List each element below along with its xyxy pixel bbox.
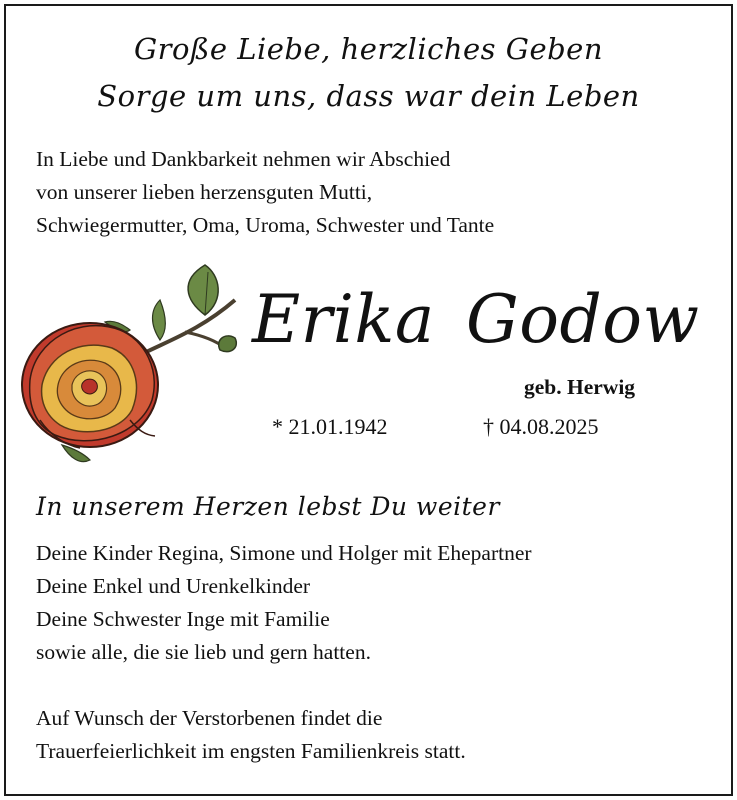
motto-line-2: Sorge um uns, dass war dein Leben [97, 79, 640, 113]
death-date: † 04.08.2025 [483, 414, 599, 439]
intro-line: von unserer lieben herzensguten Mutti, [36, 180, 373, 204]
deceased-last-name: Godow [466, 281, 700, 358]
motto-line-1: Große Liebe, herzliches Geben [133, 32, 604, 66]
birth-date: * 21.01.1942 [272, 414, 388, 439]
mourner-line: Deine Schwester Inge mit Familie [36, 607, 330, 631]
birth-name: geb. Herwig [524, 375, 636, 399]
mourners-list [36, 537, 532, 669]
deceased-first-name: Erika [252, 281, 435, 358]
intro-line: In Liebe und Dankbarkeit nehmen wir Abschied [36, 147, 451, 171]
notice-line: Auf Wunsch der Verstorbenen findet die [36, 706, 383, 730]
mourner-line: Deine Kinder Regina, Simone und Holger mit Ehepartner [36, 541, 532, 565]
rose-icon [20, 260, 250, 470]
notice-line: Trauerfeierlichkeit im engsten Familienkreis statt. [36, 739, 466, 763]
heart-line: In unserem Herzen lebst Du weiter [36, 492, 500, 521]
intro-line: Schwiegermutter, Oma, Uroma, Schwester und Tante [36, 213, 495, 237]
mourner-line: Deine Enkel und Urenkelkinder [36, 574, 311, 598]
mourner-line: sowie alle, die sie lieb und gern hatten. [36, 640, 371, 664]
funeral-notice [36, 702, 466, 768]
intro-text [36, 143, 494, 242]
